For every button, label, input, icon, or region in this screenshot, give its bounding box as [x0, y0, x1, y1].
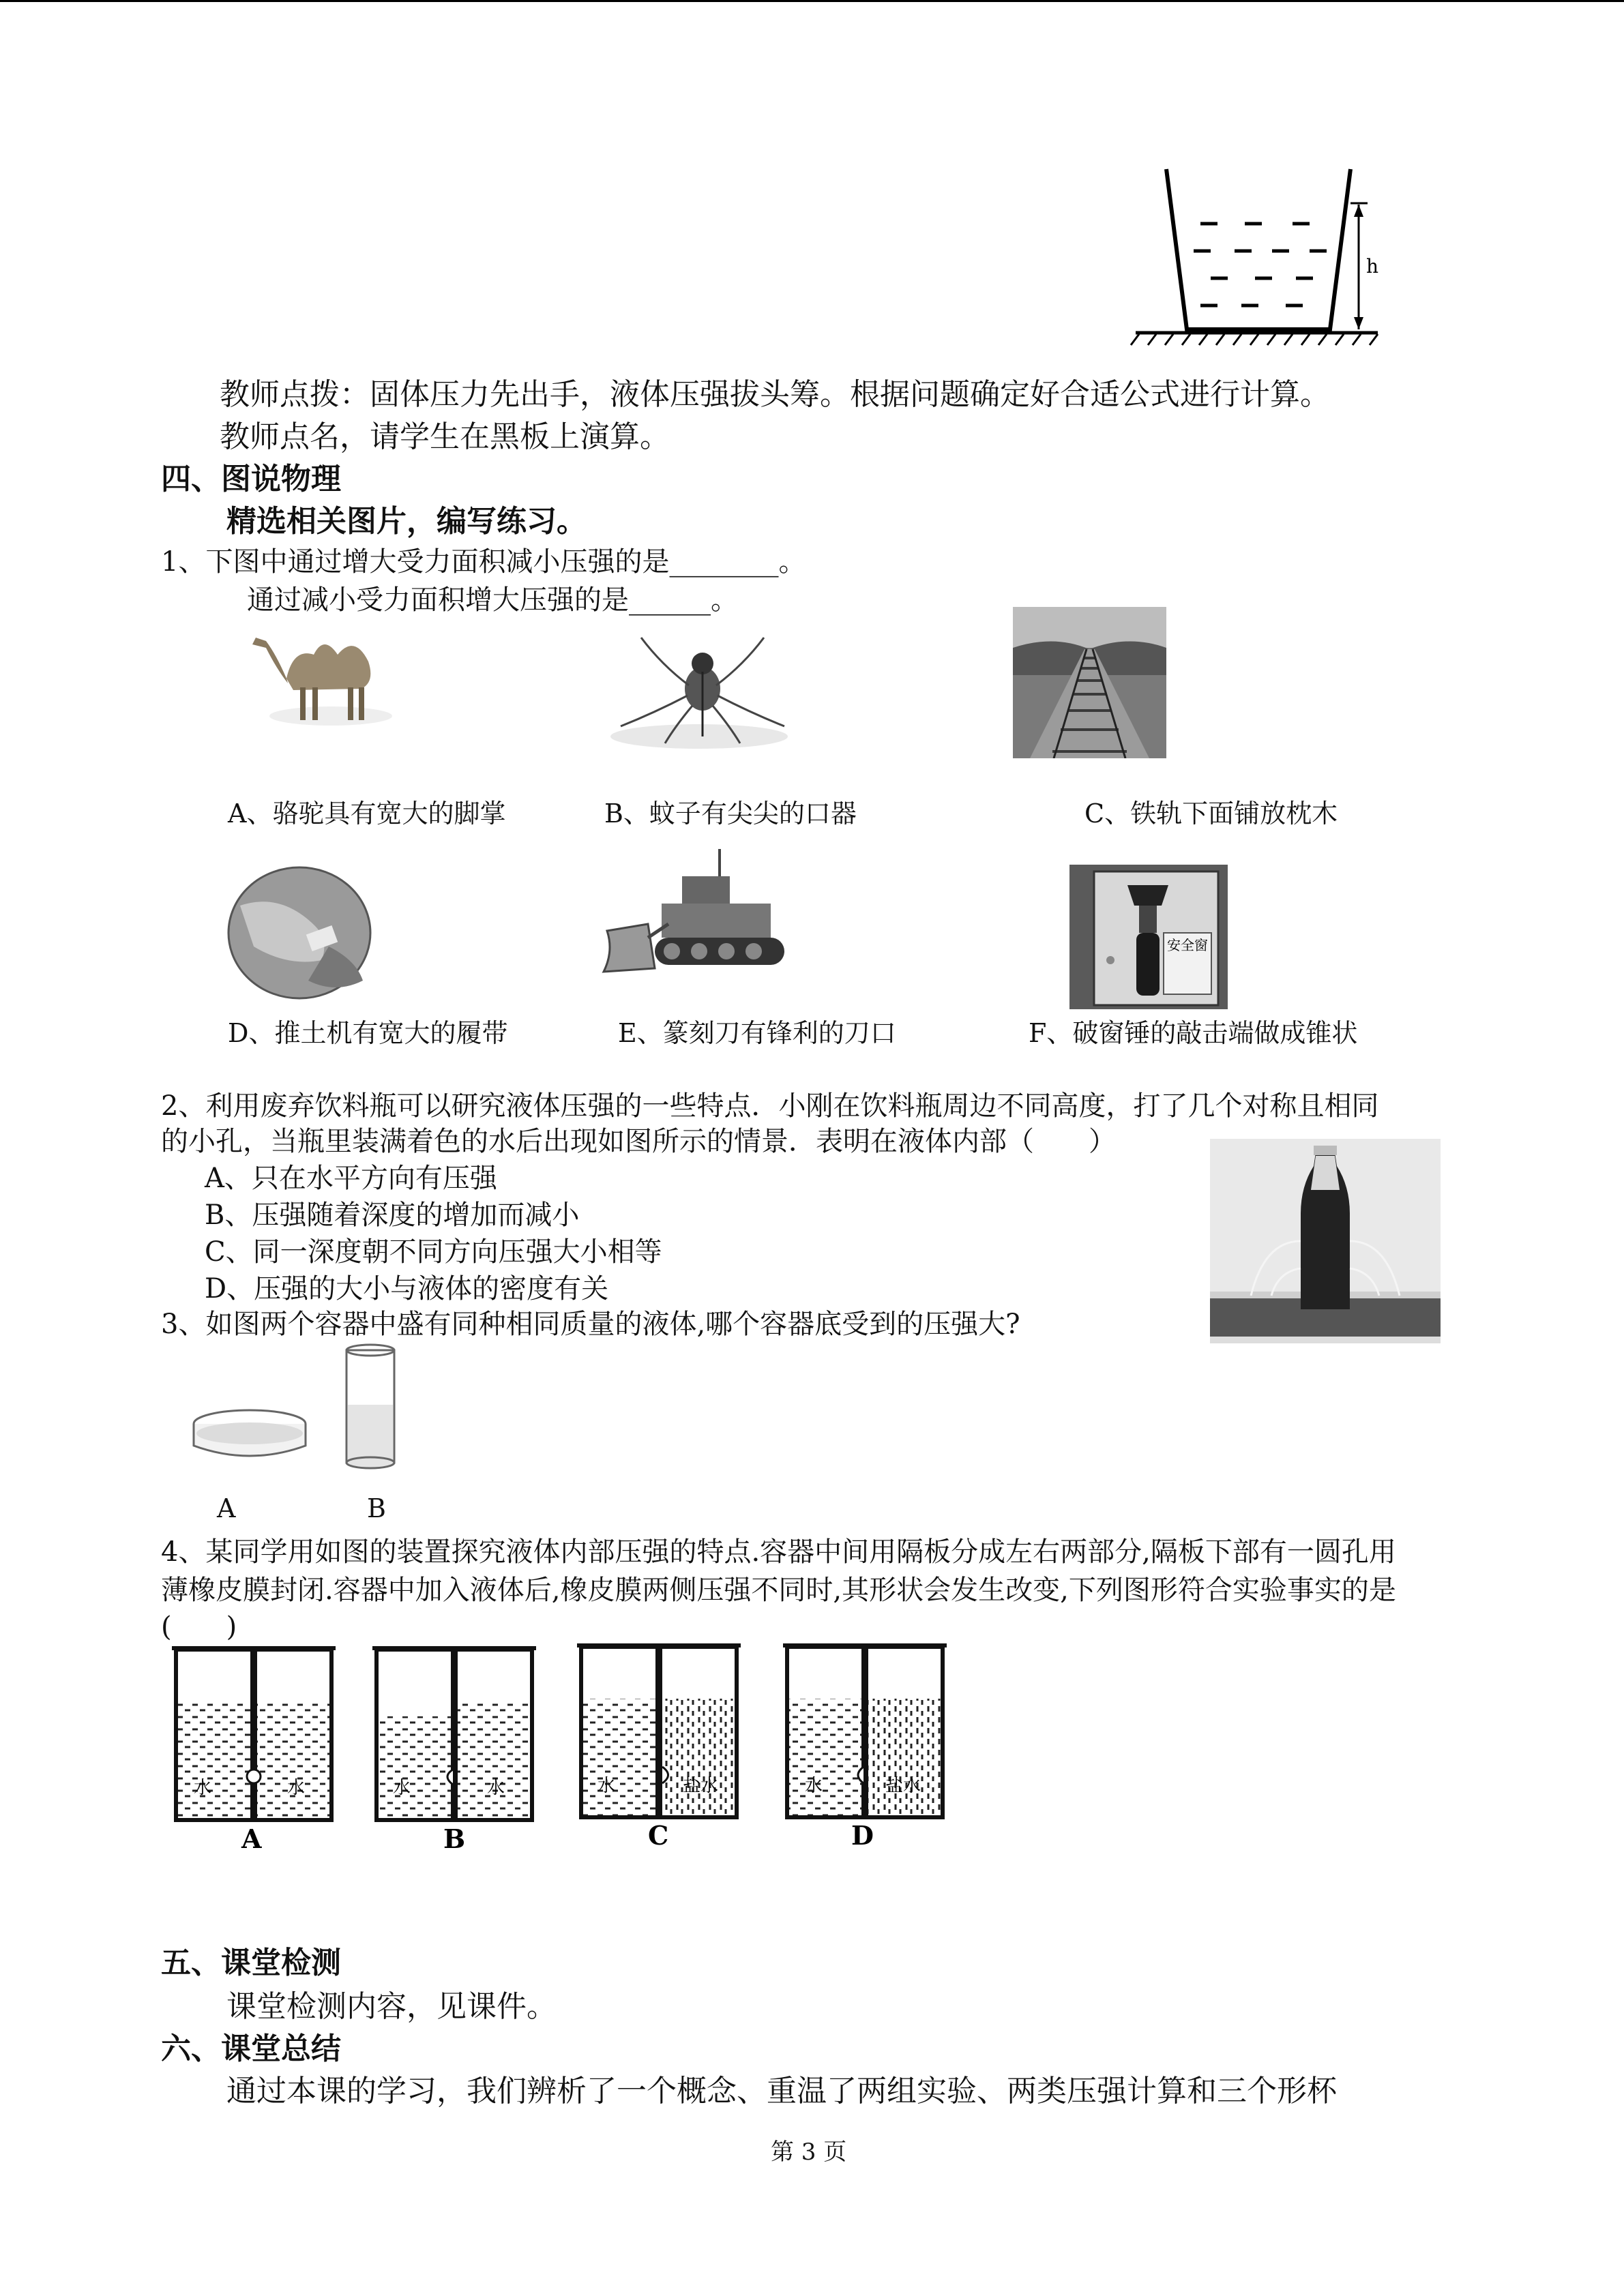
q2-line-1: 2、利用废弃饮料瓶可以研究液体压强的一些特点．小刚在饮料瓶周边不同高度，打了几个对称且相同: [161, 1090, 1379, 1122]
q4-b-right: 水: [487, 1778, 505, 1798]
q4-panel-d: [783, 1645, 947, 1851]
bottle-picture: [1210, 1139, 1441, 1343]
safety-window-label: 安全窗: [1167, 937, 1208, 953]
q3-label-b: B: [367, 1493, 386, 1523]
q4-c-letter: C: [648, 1820, 669, 1851]
bulldozer-picture: [600, 849, 798, 985]
q4-c-left: 水: [597, 1776, 616, 1796]
height-label: h: [1366, 255, 1379, 278]
q3-containers: [190, 1343, 415, 1493]
option-a: A、骆驼具有宽大的脚掌: [228, 799, 506, 829]
q4-a-left: 水: [194, 1778, 212, 1798]
q4-a-letter: A: [241, 1823, 262, 1854]
q2-option-a: A、只在水平方向有压强: [205, 1163, 497, 1194]
teacher-call: 教师点名，请学生在黑板上演算。: [220, 419, 670, 454]
section-5-title: 五、课堂检测: [161, 1945, 341, 1980]
q4-line-3: ( ): [161, 1611, 237, 1643]
option-c: C、铁轨下面铺放枕木: [1084, 799, 1338, 829]
container-diagram: [1125, 162, 1385, 353]
railway-picture: [1013, 607, 1166, 758]
q4-line-1: 4、某同学用如图的装置探究液体内部压强的特点.容器中间用隔板分成左右两部分,隔板下部有一圆孔用: [161, 1536, 1396, 1568]
q2-line-2: 的小孔，当瓶里装满着色的水后出现如图所示的情景．表明在液体内部（ ）: [161, 1126, 1116, 1157]
q3-label-a: A: [217, 1493, 236, 1523]
teacher-tip: 教师点拨：固体压力先出手，液体压强拔头筹。根据问题确定好合适公式进行计算。: [220, 377, 1330, 412]
carving-knife-picture: [226, 865, 373, 1001]
window-breaker-picture: [1069, 865, 1228, 1009]
q4-d-left: 水: [805, 1776, 823, 1796]
top-border: [0, 0, 1624, 2]
option-f: F、破窗锤的敲击端做成锥状: [1029, 1018, 1358, 1048]
q4-diagrams: [161, 1640, 1000, 1865]
section-6-title: 六、课堂总结: [161, 2031, 341, 2066]
q4-b-letter: B: [443, 1823, 466, 1854]
q4-panel-a: [172, 1648, 336, 1854]
option-e: E、篆刻刀有锋利的刀口: [618, 1018, 896, 1048]
q3-line: 3、如图两个容器中盛有同种相同质量的液体,哪个容器底受到的压强大?: [161, 1309, 1020, 1340]
q4-line-2: 薄橡皮膜封闭.容器中加入液体后,橡皮膜两侧压强不同时,其形状会发生改变,下列图形符合实验事实的是: [161, 1575, 1396, 1606]
page-number: 第 3 页: [771, 2138, 847, 2166]
q4-d-right: 盐水: [885, 1776, 921, 1796]
option-b: B、蚊子有尖尖的口器: [604, 799, 857, 829]
q1-line-1: 1、下图中通过增大受力面积减小压强的是________。: [161, 546, 806, 578]
q4-d-letter: D: [851, 1820, 874, 1851]
q4-b-left: 水: [393, 1778, 411, 1798]
q4-panel-c: [577, 1645, 741, 1851]
mosquito-picture: [600, 617, 798, 754]
q2-option-d: D、压强的大小与液体的密度有关: [205, 1273, 609, 1304]
q4-a-right: 水: [287, 1778, 306, 1798]
q2-option-c: C、同一深度朝不同方向压强大小相等: [205, 1236, 662, 1268]
section-4-subtitle: 精选相关图片，编写练习。: [226, 504, 587, 539]
q4-c-right: 盐水: [683, 1776, 719, 1796]
section-4-title: 四、图说物理: [161, 462, 341, 496]
q2-option-b: B、压强随着深度的增加而减小: [205, 1199, 580, 1231]
q4-panel-b: [372, 1648, 536, 1854]
q1-line-2: 通过减小受力面积增大压强的是______。: [247, 584, 738, 616]
section-6-content: 通过本课的学习，我们辨析了一个概念、重温了两组实验、两类压强计算和三个形杯: [226, 2074, 1337, 2108]
option-d: D、推土机有宽大的履带: [228, 1018, 508, 1048]
section-5-content: 课堂检测内容，见课件。: [226, 1989, 557, 2024]
camel-picture: [246, 607, 396, 736]
